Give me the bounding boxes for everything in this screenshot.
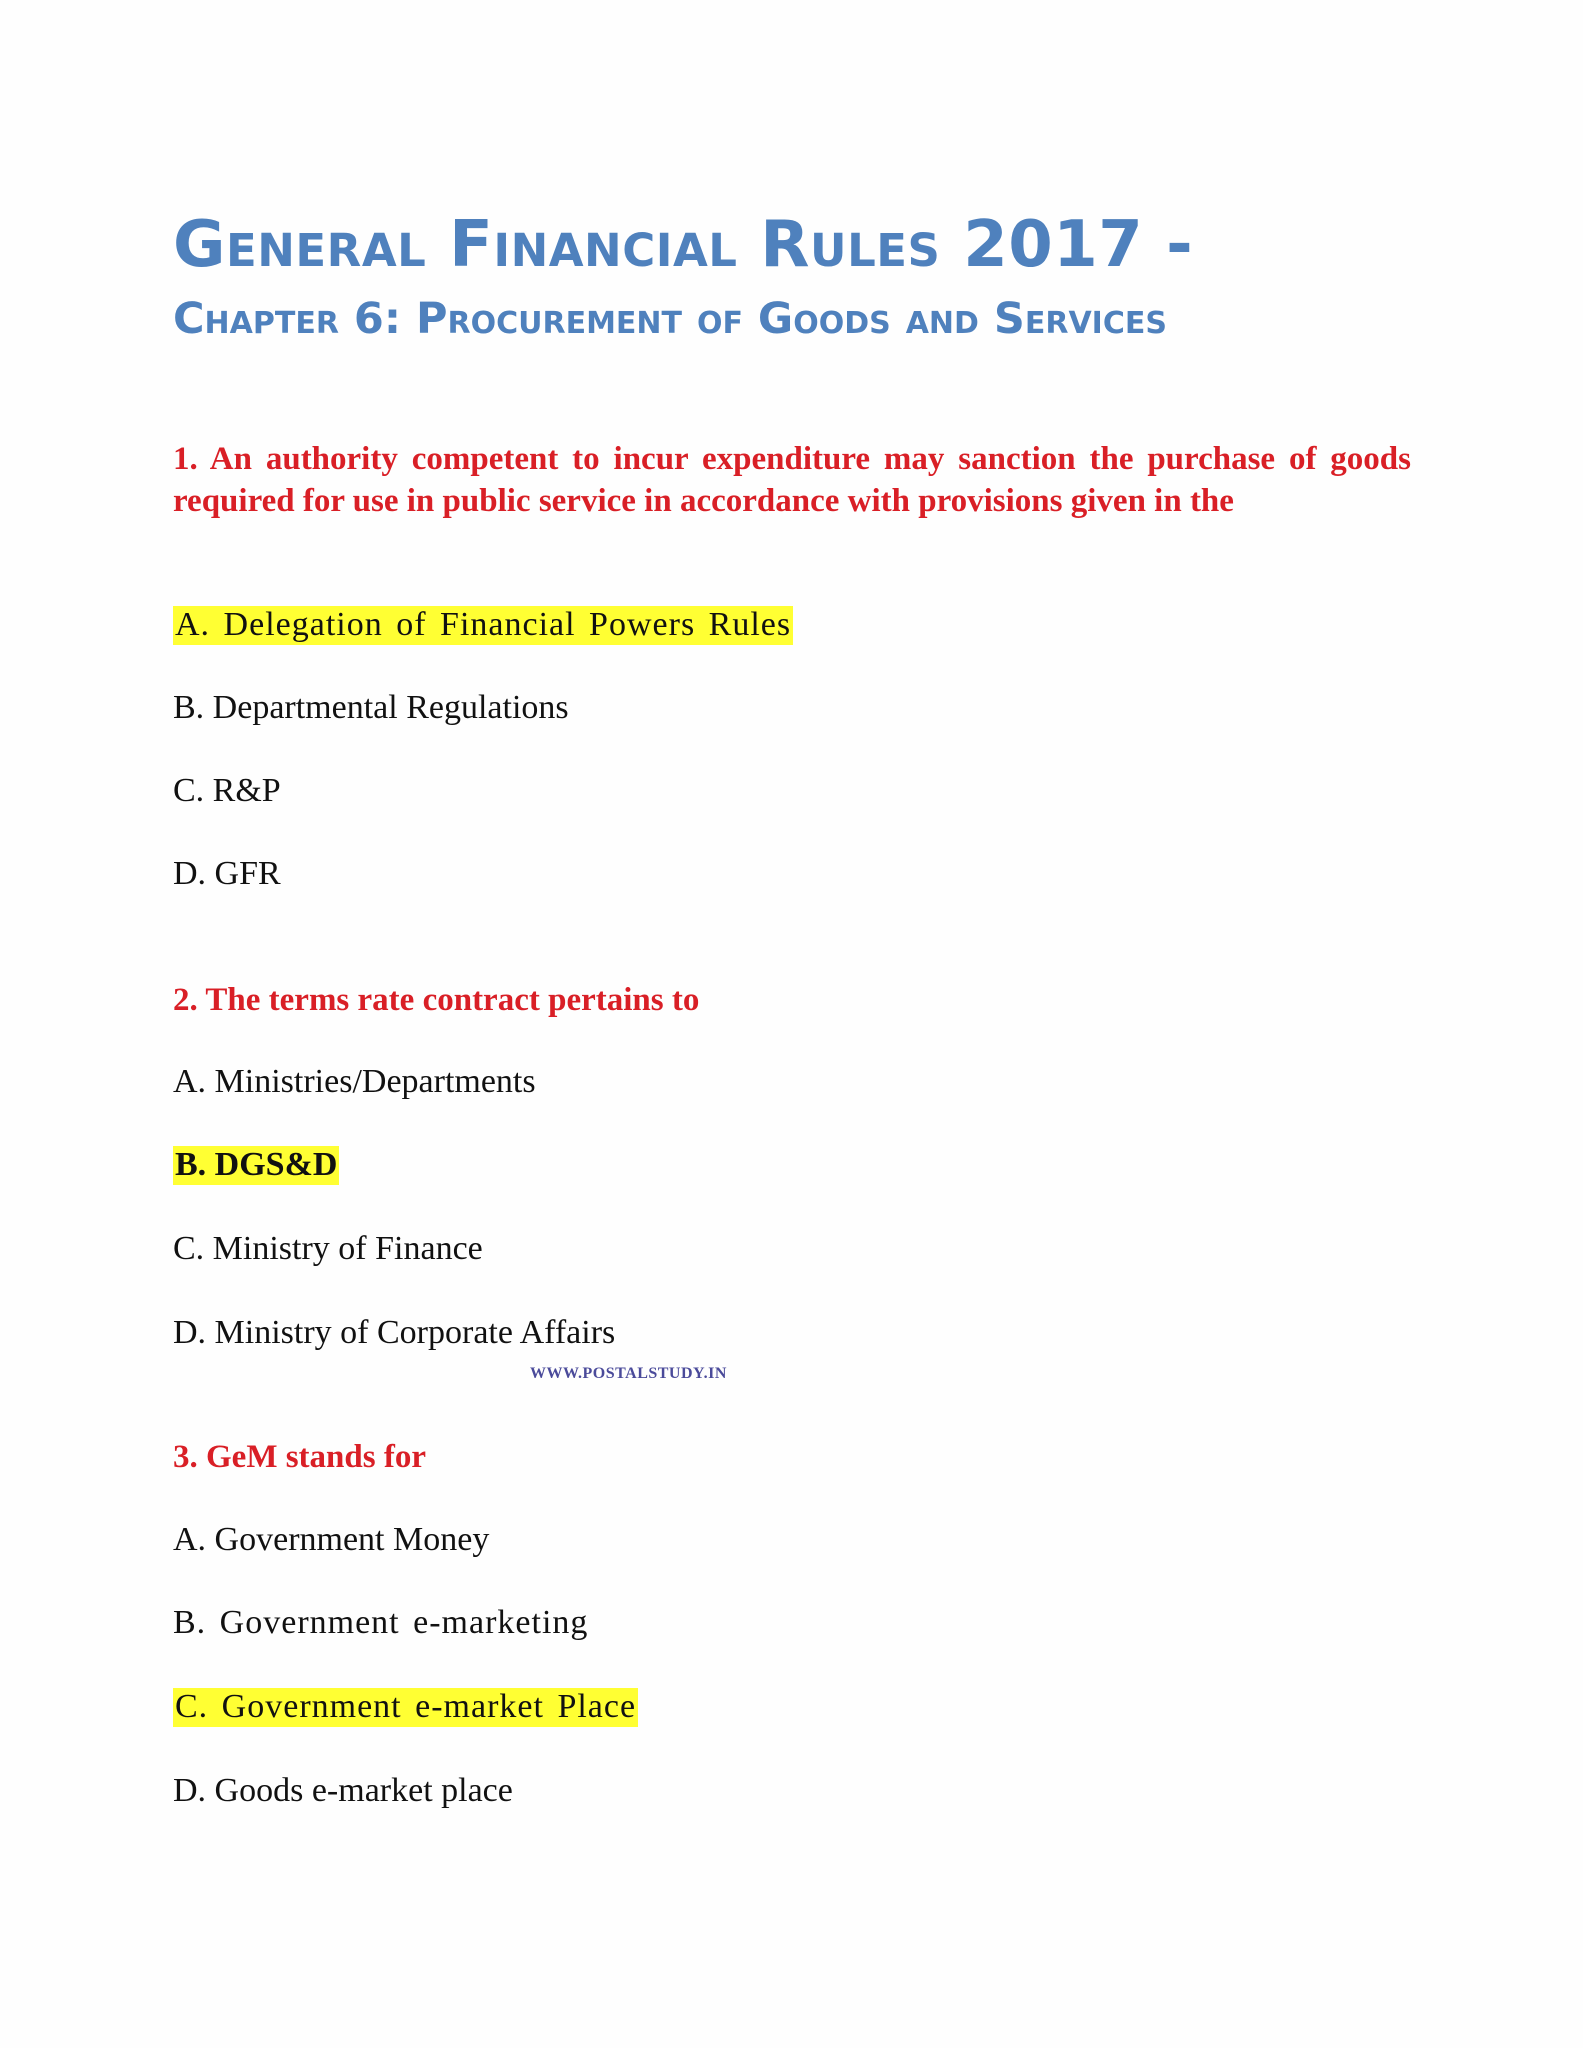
question-1-option-d: D. GFR [173,855,281,892]
question-3-text: 3. GeM stands for [173,1439,426,1475]
question-2-option-d: D. Ministry of Corporate Affairs [173,1314,616,1351]
question-2-option-b [173,1143,339,1187]
question-2-text: 2. The terms rate contract pertains to [173,982,700,1018]
question-3-option-c [173,1685,638,1729]
page-subtitle: Chapter 6: Procurement of Goods and Services [173,294,1167,344]
question-3-option-a: A. Government Money [173,1521,490,1558]
watermark-text: WWW.POSTALSTUDY.IN [530,1365,727,1382]
question-1-text: 1. An authority competent to incur expenditure may sanction the purchase of goods required for use in public service in accordance with provisions given in the [173,441,1411,519]
page-title: General Financial Rules 2017 - [173,208,1194,282]
question-1-option-c: C. R&P [173,772,281,809]
question-2-option-a: A. Ministries/Departments [173,1063,536,1100]
question-1-option-b: B. Departmental Regulations [173,689,569,726]
correct-answer-highlight: B. DGS&D [175,1146,338,1183]
correct-answer-highlight: C. Government e-market Place [175,1688,637,1725]
question-1-option-a [173,603,793,647]
correct-answer-highlight: A. Delegation of Financial Powers Rules [175,606,792,643]
question-3-option-d: D. Goods e-market place [173,1772,513,1809]
question-3-option-b: B. Government e-marketing [173,1604,589,1641]
question-2-option-c: C. Ministry of Finance [173,1230,483,1267]
